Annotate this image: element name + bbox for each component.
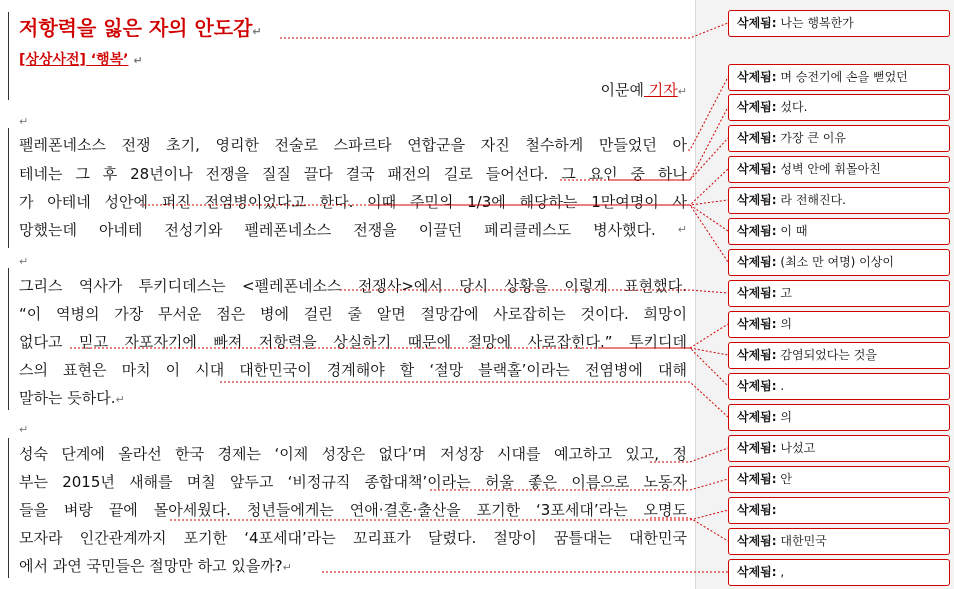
word: ‘절망 [429, 361, 464, 379]
word: 청년들에게는 [246, 501, 334, 519]
deleted-text: 섰다. [780, 100, 808, 114]
deleted-label: 삭제됨: [737, 131, 777, 145]
word: 없다고 [19, 333, 63, 351]
change-bar [8, 438, 9, 578]
word: 앞두고 [229, 473, 274, 491]
word: ‘4포세대’라는 [244, 529, 336, 547]
word: 정 [672, 445, 687, 463]
word: 아테네 [47, 193, 91, 211]
word: 성숙 [19, 445, 48, 463]
deleted-label: 삭제됨: [737, 410, 777, 424]
deleted-label: 삭제됨: [737, 224, 777, 238]
word: 절망에 [467, 333, 512, 351]
word: 들을 [19, 501, 48, 519]
word: 끝에 [108, 501, 138, 519]
deleted-comment-balloon[interactable] [728, 342, 950, 369]
word: 투키디데 [629, 333, 687, 351]
deleted-label: 삭제됨: [737, 503, 777, 517]
deleted-label: 삭제됨: [737, 317, 777, 331]
word: 빠져 [213, 333, 243, 351]
deleted-text: 안 [780, 472, 792, 486]
change-bar [8, 128, 9, 248]
word: 표현했다. [624, 277, 687, 295]
word: 이끌던 [418, 221, 463, 239]
deleted-label: 삭제됨: [737, 16, 777, 30]
word: 마치 [121, 361, 151, 379]
word: 한국 [175, 445, 205, 463]
word: 점은 [216, 305, 246, 323]
deleted-label: 삭제됨: [737, 348, 777, 362]
word: 당시 [459, 277, 489, 295]
word: 허울 [484, 473, 514, 491]
word: 포기한 [183, 529, 228, 547]
paragraph-3-line-1[interactable] [19, 443, 687, 465]
word: 가장 [114, 305, 144, 323]
word: 역사가 [78, 277, 123, 295]
word: 전쟁사>에서 [357, 277, 443, 295]
deleted-comment-balloon[interactable] [728, 156, 950, 183]
deleted-comment-balloon[interactable] [728, 125, 950, 152]
word: 시대를 [497, 445, 541, 463]
deleted-text: 나는 행복한가 [780, 16, 854, 30]
word: 몰아세웠다. [153, 501, 231, 519]
word: 철수하게 [525, 136, 584, 154]
word: 2015년 [62, 473, 115, 491]
empty-paragraph[interactable]: ↵ [19, 423, 29, 436]
word: 성장은 [321, 445, 366, 463]
empty-paragraph[interactable]: ↵ [19, 255, 29, 268]
word: 절망감에 [420, 305, 479, 323]
word: 때문에 [407, 333, 452, 351]
word: 경계해야 [326, 361, 385, 379]
paragraph-1-line-1[interactable] [19, 134, 687, 156]
word: 절망이 [493, 529, 537, 547]
change-bar [8, 268, 9, 410]
deleted-text: 고 [780, 286, 792, 300]
word: 상황을 [504, 277, 548, 295]
document-subtitle[interactable]: [상상사전] ‘행복’ ↵ [19, 52, 143, 68]
word: 이 [165, 361, 181, 379]
word: 표현은 [63, 361, 107, 379]
byline[interactable]: 이문예 기자↵ [600, 81, 687, 99]
word: 종합대책’이라는 [364, 473, 471, 491]
paragraph-3-line-2[interactable] [19, 471, 687, 493]
deleted-comment-balloon[interactable] [728, 435, 950, 462]
deleted-text: 의 [780, 317, 792, 331]
word: 벼랑 [63, 501, 93, 519]
word: 달렸다. [427, 529, 477, 547]
deleted-comment-balloon[interactable] [728, 373, 950, 400]
word: 전성기와 [164, 221, 223, 239]
word: 대한민국 [629, 529, 687, 547]
change-bar [8, 12, 9, 100]
word: 이때 [367, 193, 397, 211]
word: 대해 [657, 361, 687, 379]
paragraph-1-line-2[interactable] [19, 163, 687, 185]
word: ‘비정규직 [287, 473, 351, 491]
word: 인간관계까지 [79, 529, 167, 547]
deleted-text: (최소 만 여명) 이상이 [780, 255, 894, 269]
word: 이름으로 [571, 473, 630, 491]
word: 영리한 [215, 136, 259, 154]
paragraph-2-line-1[interactable] [19, 275, 687, 297]
word: 하나 [657, 165, 687, 183]
word: 단계에 [61, 445, 105, 463]
word: 새해를 [129, 473, 173, 491]
word: 전쟁을 [353, 221, 397, 239]
word: ‘3포세대’라는 [536, 501, 628, 519]
word: 길로 [443, 165, 473, 183]
word: 스의 [19, 361, 48, 379]
deleted-comment-balloon[interactable] [728, 559, 950, 586]
word: 1/3에 [467, 193, 506, 211]
word: 이렇게 [564, 277, 608, 295]
word: 할 [399, 361, 415, 379]
word: 상실하기 [333, 333, 392, 351]
word: 펠레폰네소스 [244, 221, 332, 239]
word: 패전의 [387, 165, 431, 183]
word: 테네는 [19, 165, 63, 183]
word: 희망이 [643, 305, 687, 323]
deleted-text: 가장 큰 이유 [780, 131, 846, 145]
word: 자진 [480, 136, 510, 154]
word: 있고, [625, 445, 660, 463]
word: 들어선다. [485, 165, 549, 183]
word: 좋은 [528, 473, 558, 491]
word: 대한민국이 [239, 361, 312, 379]
word: 사 [672, 193, 687, 211]
word: 해당하는 [519, 193, 578, 211]
word: 만들었던 [598, 136, 657, 154]
document-title[interactable]: 저항력을 잃은 자의 안도감↵ [19, 16, 262, 40]
word: 부는 [19, 473, 48, 491]
deleted-label: 삭제됨: [737, 162, 777, 176]
deleted-label: 삭제됨: [737, 441, 777, 455]
word: 퍼진 [161, 193, 191, 211]
word: 시대 [195, 361, 225, 379]
deleted-text: 성벽 안에 휘몰아친 [780, 162, 881, 176]
word: 그리스 [19, 277, 63, 295]
word: 끌다 [303, 165, 333, 183]
paragraph-2-line-5[interactable]: 말하는 듯하다.↵ [19, 389, 125, 407]
word: 포기한 [476, 501, 521, 519]
word: 아네테 [98, 221, 143, 239]
word: 아 [672, 136, 687, 154]
deleted-text: 이 때 [780, 224, 808, 238]
word: 저성장 [440, 445, 484, 463]
deleted-comment-balloon[interactable] [728, 218, 950, 245]
word: 병사했다. [593, 221, 656, 239]
deleted-comment-balloon[interactable] [728, 497, 950, 524]
word: 망했는데 [19, 221, 77, 239]
word: 오명도 [643, 501, 687, 519]
word: 꼬리표가 [352, 529, 411, 547]
word: 펠레폰네소스 [19, 136, 106, 154]
word: 며칠 [186, 473, 216, 491]
deleted-text: 나섰고 [780, 441, 816, 455]
paragraph-2-line-2[interactable] [19, 303, 687, 325]
word: 가 [19, 193, 34, 211]
word: 요인 [588, 165, 618, 183]
deleted-label: 삭제됨: [737, 255, 777, 269]
paragraph-3-line-5[interactable]: 에서 과연 국민들은 절망만 하고 있을까?↵ [19, 557, 292, 575]
deleted-text: 감염되었다는 것을 [780, 348, 877, 362]
deleted-comment-balloon[interactable] [728, 280, 950, 307]
word: 그 [75, 165, 90, 183]
deleted-label: 삭제됨: [737, 534, 777, 548]
word: 노동자 [643, 473, 687, 491]
word: 자포자기에 [124, 333, 197, 351]
word: 중 [630, 165, 646, 183]
deleted-comment-balloon[interactable] [728, 10, 950, 37]
word: 주민의 [409, 193, 454, 211]
word: 블랙홀’이라는 [478, 361, 570, 379]
word: 무서운 [158, 305, 202, 323]
deleted-text: 의 [780, 410, 792, 424]
word: <펠레폰네소스 [241, 277, 342, 295]
deleted-text: 며 승전기에 손을 뻗었던 [780, 70, 908, 84]
word: 전염병이었다고 [204, 193, 306, 211]
word: 사로잡힌다.” [527, 333, 613, 351]
word: 연합군을 [407, 136, 466, 154]
paragraph-3-line-4[interactable] [19, 527, 687, 549]
word: 줄 [347, 305, 363, 323]
word: 1만여명이 [591, 193, 659, 211]
word: 초기, [166, 136, 200, 154]
deleted-text: 대한민국 [780, 534, 827, 548]
deleted-label: 삭제됨: [737, 565, 777, 579]
word: 전염병에 [584, 361, 643, 379]
word: 역병의 [56, 305, 100, 323]
word: 투키디데스는 [138, 277, 226, 295]
word: 꿈틀대는 [553, 529, 612, 547]
deleted-label: 삭제됨: [737, 472, 777, 486]
deleted-text: . [780, 379, 785, 393]
word: 스파르타 [333, 136, 392, 154]
deleted-label: 삭제됨: [737, 100, 777, 114]
word: 모자라 [19, 529, 63, 547]
word: 전쟁 [121, 136, 151, 154]
word: 28년이나 [130, 165, 193, 183]
deleted-comment-balloon[interactable] [728, 64, 950, 91]
deleted-text: 라 전해진다. [780, 193, 846, 207]
deleted-comment-balloon[interactable] [728, 528, 950, 555]
deleted-label: 삭제됨: [737, 70, 777, 84]
word: 결국 [345, 165, 375, 183]
word: 것이다. [580, 305, 629, 323]
deleted-comment-balloon[interactable] [728, 404, 950, 431]
word: 없다’며 [378, 445, 427, 463]
word: 연애·결혼·출산을 [349, 501, 461, 519]
deleted-text: , [780, 565, 785, 579]
word: 병에 [260, 305, 290, 323]
word: 성안에 [104, 193, 148, 211]
deleted-comment-balloon[interactable] [728, 94, 950, 121]
word: 페리클레스도 [484, 221, 572, 239]
word: 올라선 [118, 445, 162, 463]
word: 믿고 [78, 333, 108, 351]
deleted-comment-balloon[interactable] [728, 466, 950, 493]
deleted-comment-balloon[interactable] [728, 187, 950, 214]
paragraph-2-line-4[interactable] [19, 359, 687, 381]
word: 후 [102, 165, 118, 183]
word: “이 [19, 305, 42, 323]
empty-paragraph[interactable]: ↵ [19, 115, 29, 128]
deleted-comment-balloon[interactable] [728, 249, 950, 276]
word: 질질 [261, 165, 291, 183]
word: 걸린 [303, 305, 333, 323]
word: 그 [561, 165, 576, 183]
deleted-label: 삭제됨: [737, 286, 777, 300]
word: 알면 [376, 305, 406, 323]
paragraph-2-line-3[interactable] [19, 331, 687, 353]
paragraph-mark: ↵ [677, 223, 687, 236]
paragraph-3-line-3[interactable] [19, 499, 687, 521]
deleted-comment-balloon[interactable] [728, 311, 950, 338]
paragraph-1-line-3[interactable] [19, 191, 687, 213]
deleted-label: 삭제됨: [737, 379, 777, 393]
word: 경제는 [217, 445, 262, 463]
word: 전쟁을 [205, 165, 250, 183]
word: 저항력을 [258, 333, 317, 351]
word: 사로잡히는 [493, 305, 566, 323]
word: 예고하고 [553, 445, 612, 463]
paragraph-1-line-4[interactable] [19, 219, 687, 241]
word: 한다. [319, 193, 354, 211]
word: ‘이제 [274, 445, 309, 463]
word: 전술로 [274, 136, 319, 154]
deleted-label: 삭제됨: [737, 193, 777, 207]
